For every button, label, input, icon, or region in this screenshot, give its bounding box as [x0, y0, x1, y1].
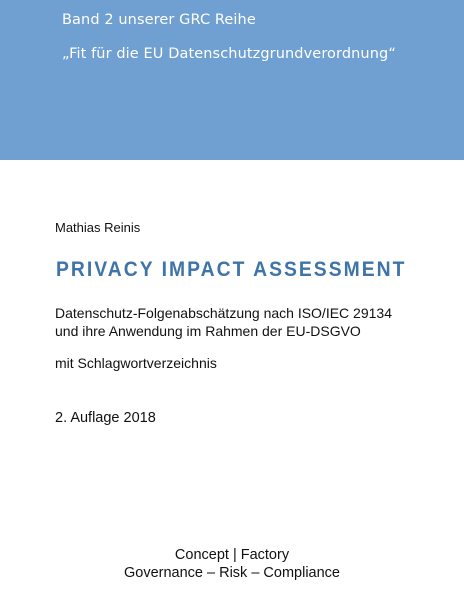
description-line-2: und ihre Anwendung im Rahmen der EU-DSGVO [55, 323, 361, 339]
publisher-tagline: Governance – Risk – Compliance [124, 565, 340, 581]
edition-label: 2. Auflage 2018 [55, 410, 156, 426]
book-description [55, 304, 392, 340]
series-subtitle: „Fit für die EU Datenschutzgrundverordnung“ [62, 46, 396, 62]
author-name: Mathias Reinis [55, 220, 141, 235]
keyword-index-note: mit Schlagwortverzeichnis [55, 355, 217, 371]
series-label: Band 2 unserer GRC Reihe [62, 12, 256, 28]
book-title: PRIVACY IMPACT ASSESSMENT [56, 258, 407, 281]
description-line-1: Datenschutz-Folgenabschätzung nach ISO/IEC 29134 [55, 305, 392, 321]
header-band [0, 0, 464, 160]
publisher-name: Concept | Factory [174, 547, 290, 563]
publisher-footer [0, 546, 464, 582]
